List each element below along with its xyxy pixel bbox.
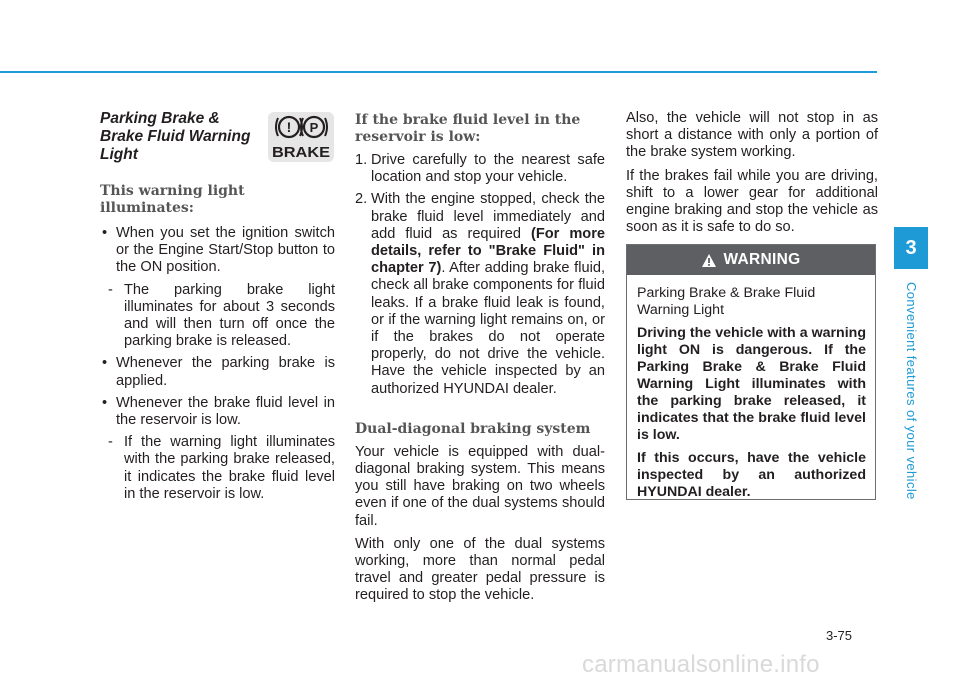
subheading-illuminates: This warning light illuminates: xyxy=(100,183,245,216)
bullet-fluid-level: • Whenever the brake fluid level in the reservoir is low. xyxy=(100,395,335,429)
column-left xyxy=(100,110,335,503)
warning-box xyxy=(626,244,876,500)
paragraph-single-system: With only one of the dual systems working, more than normal pedal travel and greater pedal pressure is required to stop the vehicle. xyxy=(355,535,605,604)
subheading-fluid-low: If the brake fluid level in the reservoir is low: xyxy=(355,112,581,145)
subheading-dual-diagonal: Dual-diagonal braking system xyxy=(355,420,591,437)
column-middle xyxy=(355,110,605,605)
svg-text:!: ! xyxy=(286,119,292,135)
chapter-title-vertical: Convenient features of your vehicle xyxy=(904,282,919,500)
section-title: Parking Brake & Brake Fluid Warning Light xyxy=(100,110,251,163)
svg-text:P: P xyxy=(309,120,319,135)
warning-triangle-icon xyxy=(701,253,717,268)
warning-header xyxy=(627,245,875,275)
chapter-tab: 3 xyxy=(894,227,928,269)
warning-text-danger: Driving the vehicle with a warning light ON is dangerous. If the Parking Brake & Brake Fluid Warning Light illuminates with the parking brake released, it indicates that the brake fluid level is low. xyxy=(637,325,866,443)
page-number: 3-75 xyxy=(826,628,853,643)
paragraph-brake-failure: If the brakes fail while you are driving, shift to a lower gear for additional engine braking and stop the vehicle as soon as it is safe to do so. xyxy=(626,167,878,236)
step-1: 1. Drive carefully to the nearest safe location and stop your vehicle. xyxy=(355,152,605,186)
warning-text-inspect: If this occurs, have the vehicle inspected by an authorized HYUNDAI dealer. xyxy=(637,450,866,500)
warning-title: Parking Brake & Brake Fluid Warning Light xyxy=(637,285,816,318)
bullet-ignition: • When you set the ignition switch or the Engine Start/Stop button to the ON position. xyxy=(100,225,335,277)
header-rule xyxy=(0,71,877,73)
brake-icon-label: BRAKE xyxy=(272,144,330,161)
step-2: 2. With the engine stopped, check the brake fluid level immediately and add fluid as required (For more details, refer to "Brake Fluid" in chapter 7). After adding brake fluid, check all brake components for fluid leaks. If a brake fluid leak is found, or if the warning light remains on, or if the brakes do not operate properly, do not drive the vehicle. Have the vehicle inspected by an authorized HYUNDAI dealer. xyxy=(355,191,606,397)
footer-watermark: carmanualsonline.info xyxy=(582,651,820,678)
bullet-parking-brake: • Whenever the parking brake is applied. xyxy=(100,355,335,389)
section-title-block xyxy=(100,110,335,162)
warning-body xyxy=(627,275,875,501)
paragraph-dual-system: Your vehicle is equipped with dual-diagonal braking system. This means you still have braking on two wheels even if one of the dual systems should fail. xyxy=(355,443,605,529)
fluid-reference: (For more details, refer to "Brake Fluid" in chapter 7) xyxy=(371,225,606,277)
column-right xyxy=(626,110,878,236)
brake-warning-icon xyxy=(268,112,334,162)
sub-bullet-parking-light: - The parking brake light illuminates for about 3 seconds and will then turn off once the parking brake is released. xyxy=(108,281,335,350)
warning-label: WARNING xyxy=(723,251,801,268)
paragraph-stopping-distance: Also, the vehicle will not stop in as short a distance with only a portion of the brake system working. xyxy=(626,110,878,161)
sub-bullet-fluid-low: - If the warning light illuminates with the parking brake released, it indicates the brake fluid level in the reservoir is low. xyxy=(108,434,335,502)
